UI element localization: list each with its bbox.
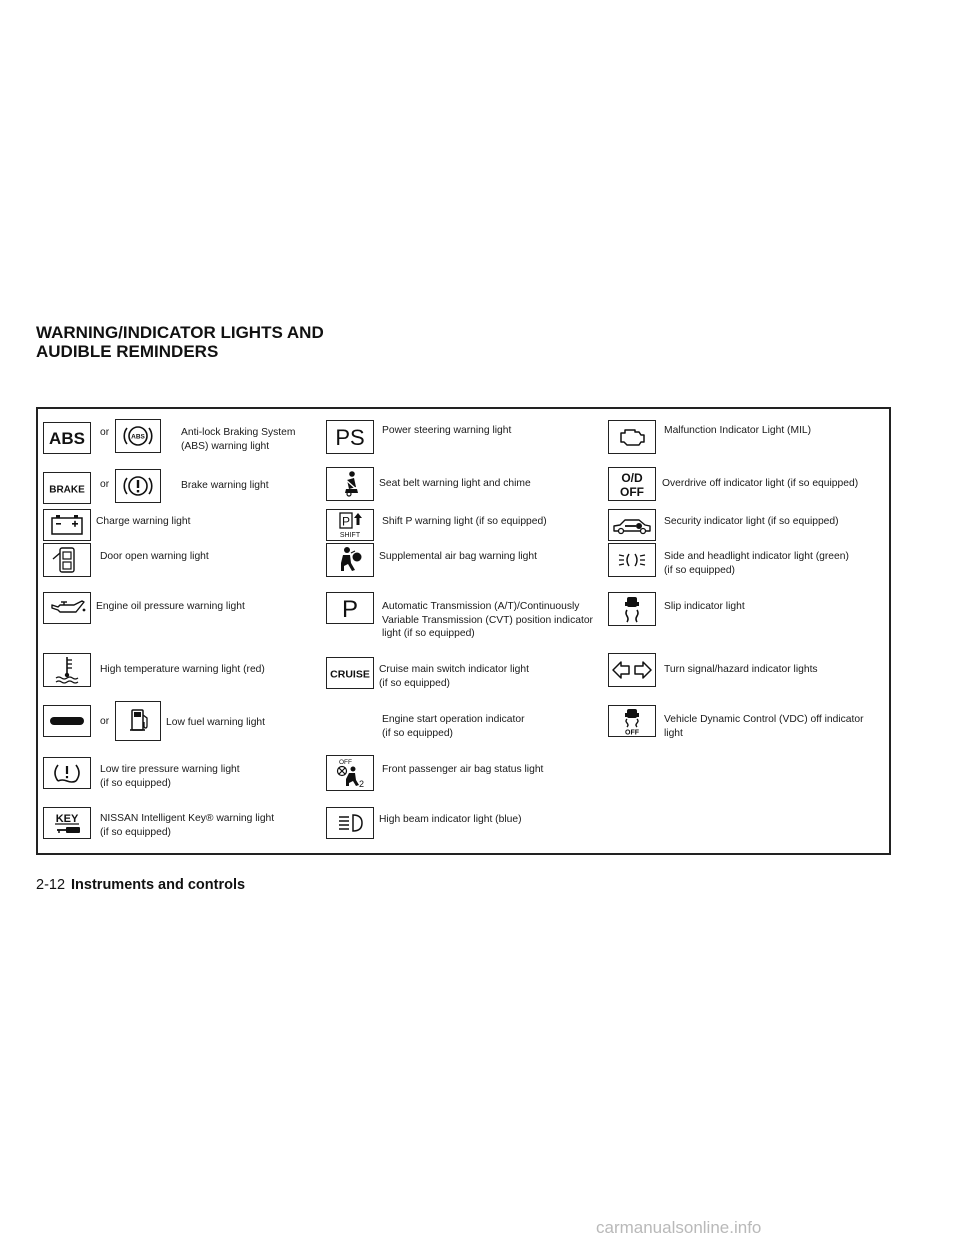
abs-text-icon (43, 422, 91, 454)
air-bag-warning-label: Supplemental air bag warning light (379, 551, 537, 562)
svg-text:KEY: KEY (55, 813, 79, 825)
heading-line-2: AUDIBLE REMINDERS (36, 342, 219, 361)
security-indicator-label: Security indicator light (if so equipped) (664, 516, 839, 527)
or-label: or (100, 716, 110, 727)
page-number: 2-12 (36, 877, 66, 893)
slip-indicator-icon (608, 592, 656, 626)
low-fuel-warning-label: Low fuel warning light (166, 717, 266, 728)
turn-signal-icon (608, 653, 656, 687)
battery-icon (43, 509, 91, 541)
high-beam-indicator-label: High beam indicator light (blue) (379, 814, 522, 825)
cruise-indicator-label: Cruise main switch indicator light (if so equipped) (379, 664, 529, 689)
engine-malfunction-icon (608, 420, 656, 454)
svg-text:BRAKE: BRAKE (49, 484, 85, 496)
indicator-lights-table (36, 407, 891, 855)
passenger-air-bag-status-label: Front passenger air bag status light (382, 764, 544, 775)
overdrive-off-indicator-label: Overdrive off indicator light (if so equipped) (662, 478, 859, 489)
mil-label: Malfunction Indicator Light (MIL) (664, 425, 812, 436)
vdc-off-icon (608, 705, 656, 737)
side-headlight-indicator-label: Side and headlight indicator light (green) (if so equipped) (664, 551, 849, 576)
power-steering-warning-label: Power steering warning light (382, 425, 512, 436)
overdrive-off-icon (608, 467, 656, 501)
security-car-key-icon (608, 509, 656, 541)
high-temperature-warning-label: High temperature warning light (red) (100, 664, 265, 675)
svg-text:OFF: OFF (620, 485, 644, 499)
oil-pressure-warning-label: Engine oil pressure warning light (96, 601, 245, 612)
abs-circle-icon (115, 419, 161, 453)
svg-text:P: P (341, 514, 351, 529)
brake-circle-icon (115, 469, 161, 503)
tire-pressure-warning-label: Low tire pressure warning light (if so equipped) (100, 764, 240, 789)
or-label: or (100, 479, 110, 490)
shift-p-warning-label: Shift P warning light (if so equipped) (382, 516, 547, 527)
page-footer (36, 877, 245, 893)
transmission-p-icon (326, 592, 374, 624)
power-steering-icon (326, 420, 374, 454)
brake-text-icon (43, 472, 91, 504)
vdc-off-indicator-label: Vehicle Dynamic Control (VDC) off indicator light (664, 714, 864, 739)
tire-pressure-icon (43, 757, 91, 789)
svg-text:SHIFT: SHIFT (339, 532, 361, 539)
passenger-air-bag-off-icon (326, 755, 374, 791)
svg-text:ABS: ABS (49, 429, 85, 448)
seat-belt-warning-label: Seat belt warning light and chime (379, 478, 531, 489)
svg-text:P: P (341, 596, 359, 623)
side-light-icon (608, 543, 656, 577)
svg-text:OFF: OFF (625, 729, 639, 736)
fuel-pump-icon (115, 701, 161, 741)
intelligent-key-warning-label: NISSAN Intelligent Key® warning light (if so equipped) (100, 813, 275, 838)
high-beam-icon (326, 807, 374, 839)
turn-signal-indicator-label: Turn signal/hazard indicator lights (664, 664, 818, 675)
section-title: Instruments and controls (71, 877, 246, 893)
svg-text:OFF: OFF (339, 759, 352, 766)
engine-start-indicator-label: Engine start operation indicator (if so equipped) (382, 714, 525, 739)
svg-text:PS: PS (335, 425, 365, 450)
seat-belt-icon (326, 467, 374, 501)
svg-text:CRUISE: CRUISE (330, 668, 370, 681)
door-open-warning-label: Door open warning light (100, 551, 209, 562)
door-open-icon (43, 543, 91, 577)
charge-warning-label: Charge warning light (96, 516, 191, 527)
air-bag-icon (326, 543, 374, 577)
section-heading (36, 323, 324, 361)
intelligent-key-icon (43, 807, 91, 839)
svg-text:ABS: ABS (131, 433, 145, 441)
coolant-temperature-icon (43, 653, 91, 687)
oil-can-icon (43, 592, 91, 624)
slip-indicator-label: Slip indicator light (664, 601, 745, 612)
shift-p-icon (326, 509, 374, 541)
heading-line-1: WARNING/INDICATOR LIGHTS AND (36, 323, 324, 342)
cruise-icon (326, 657, 374, 689)
or-label: or (100, 427, 110, 438)
svg-text:O/D: O/D (621, 471, 643, 485)
brake-warning-label: Brake warning light (181, 480, 269, 491)
svg-text:2: 2 (359, 779, 365, 789)
transmission-position-indicator-label: Automatic Transmission (A/T)/Continuously Variable Transmission (CVT) position indicator light (if so equipped) (382, 601, 593, 639)
watermark: carmanualsonline.info (596, 1218, 762, 1237)
low-fuel-bar-icon (43, 705, 91, 737)
abs-warning-label: Anti-lock Braking System (ABS) warning light (181, 427, 296, 452)
